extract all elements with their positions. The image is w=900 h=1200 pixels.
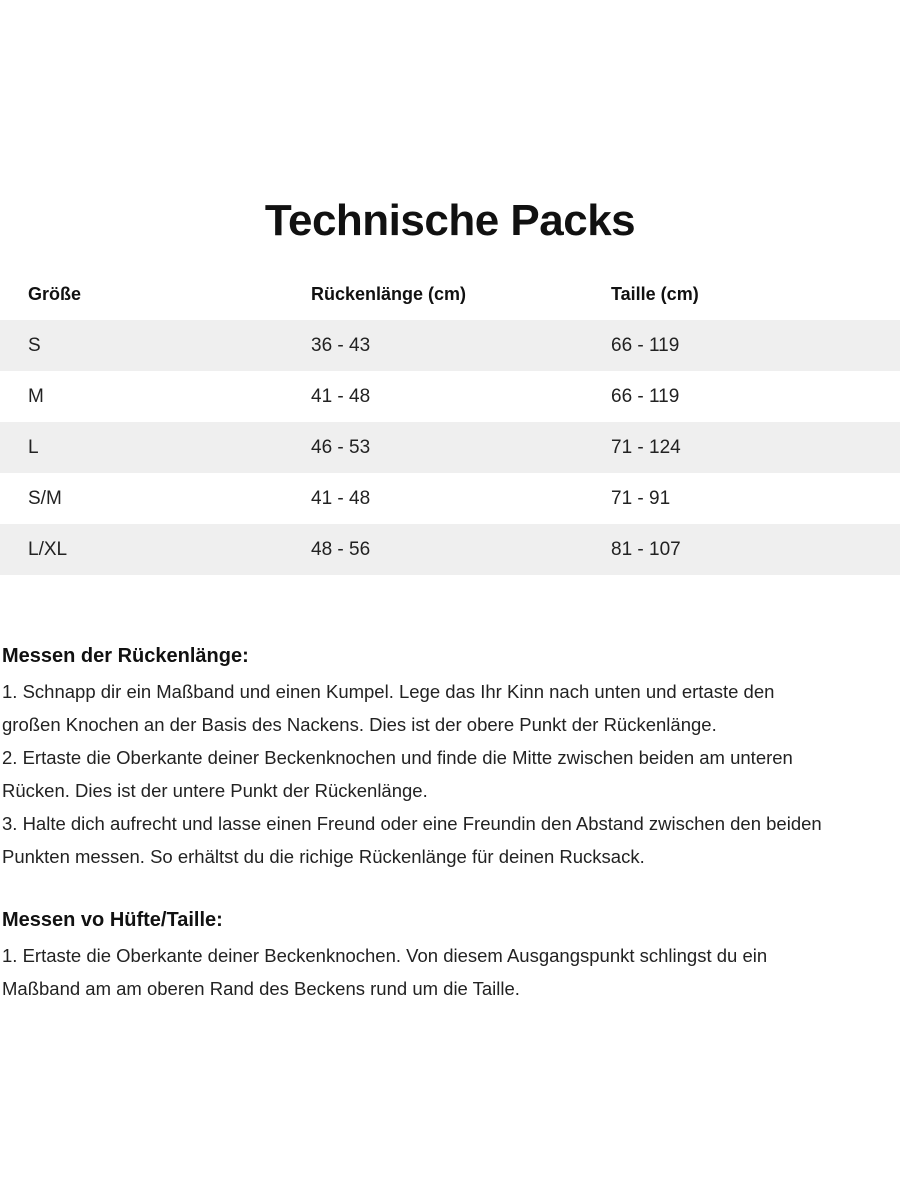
waist-instructions [2, 939, 900, 1005]
back-length-heading: Messen der Rückenlänge: [2, 645, 249, 667]
instruction-line: 1. Schnapp dir ein Maßband und einen Kumpel. Lege das Ihr Kinn nach unten und ertaste den [2, 681, 775, 702]
cell-waist: 71 - 91 [611, 487, 671, 509]
table-row [0, 473, 900, 524]
back-length-section [2, 641, 900, 873]
instruction-line: 2. Ertaste die Oberkante deiner Beckenknochen und finde die Mitte zwischen beiden am unteren [2, 747, 793, 768]
page-title: Technische Packs [264, 196, 636, 245]
column-header-back-length: Rückenlänge (cm) [311, 283, 467, 304]
cell-size: L [0, 422, 311, 473]
cell-waist: 71 - 124 [611, 422, 900, 473]
waist-section [2, 905, 900, 1005]
cell-back-length: 41 - 48 [311, 487, 371, 509]
instruction-line: Rücken. Dies ist der untere Punkt der Rückenlänge. [2, 780, 428, 801]
instruction-line: großen Knochen an der Basis des Nackens. Dies ist der obere Punkt der Rückenlänge. [2, 714, 717, 735]
instruction-line: Maßband am am oberen Rand des Beckens rund um die Taille. [2, 978, 520, 999]
back-length-instructions [2, 675, 900, 873]
cell-size: L/XL [0, 524, 311, 575]
cell-size: S [0, 320, 311, 371]
cell-waist: 66 - 119 [611, 320, 900, 371]
instruction-line: Punkten messen. So erhältst du die richige Rückenlänge für deinen Rucksack. [2, 846, 645, 867]
cell-size: S/M [28, 487, 62, 509]
table-row [0, 320, 900, 371]
cell-back-length: 36 - 43 [311, 320, 611, 371]
cell-back-length: 46 - 53 [311, 422, 611, 473]
table-row [0, 422, 900, 473]
instruction-line: 3. Halte dich aufrecht und lasse einen Freund oder eine Freundin den Abstand zwischen den beiden [2, 813, 822, 834]
table-row [0, 524, 900, 575]
cell-back-length: 48 - 56 [311, 524, 611, 575]
waist-heading: Messen vo Hüfte/Taille: [2, 909, 223, 931]
cell-waist: 81 - 107 [611, 524, 900, 575]
column-header-waist: Taille (cm) [611, 283, 699, 304]
table-row [0, 371, 900, 422]
cell-size: M [28, 385, 44, 407]
cell-waist: 66 - 119 [611, 385, 680, 407]
cell-back-length: 41 - 48 [311, 385, 371, 407]
table-header-row [0, 268, 900, 320]
size-table [0, 268, 900, 575]
column-header-size: Größe [28, 283, 82, 304]
instruction-line: 1. Ertaste die Oberkante deiner Beckenknochen. Von diesem Ausgangspunkt schlingst du ein [2, 945, 768, 966]
